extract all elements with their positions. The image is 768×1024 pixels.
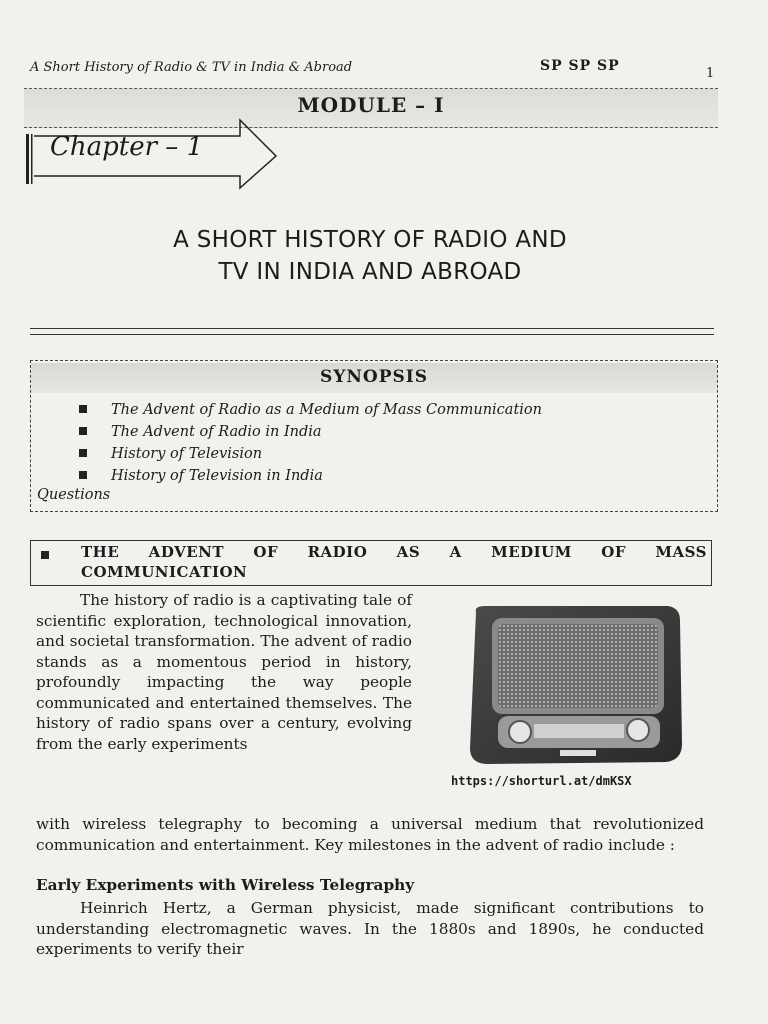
body-paragraph-2: Heinrich Hertz, a German physicist, made significant contributions to understanding electromagnetic waves. In the 1880s and 1890s, he conducted experiments to verify their bbox=[36, 899, 704, 958]
square-bullet-icon bbox=[41, 551, 49, 559]
body-paragraph-1: The history of radio is a captivating tale of scientific exploration, technological innovation, and societal transformation. The advent of radio stands as a momentous period in history, profoundly impacting the way people communicated and entertained themselves. The history of radio spans over a century, evolving from the early experiments bbox=[36, 591, 412, 753]
chapter-title-line-2: TV IN INDIA AND ABROAD bbox=[218, 259, 522, 285]
subheading: Early Experiments with Wireless Telegraphy bbox=[36, 876, 415, 894]
synopsis-header bbox=[31, 363, 717, 393]
square-bullet-icon bbox=[79, 427, 87, 435]
section-heading-line-2: COMMUNICATION bbox=[81, 563, 248, 581]
module-title: MODULE – I bbox=[297, 93, 445, 117]
synopsis-title: SYNOPSIS bbox=[319, 367, 429, 387]
section-heading-line-1: THE ADVENT OF RADIO AS A MEDIUM OF MASS bbox=[81, 543, 707, 561]
synopsis-item: The Advent of Radio in India bbox=[79, 421, 542, 443]
divider-rule bbox=[30, 334, 714, 335]
square-bullet-icon bbox=[79, 449, 87, 457]
square-bullet-icon bbox=[79, 471, 87, 479]
chapter-title bbox=[60, 224, 680, 288]
synopsis-item: The Advent of Radio as a Medium of Mass Communication bbox=[79, 399, 542, 421]
synopsis-item: History of Television in India bbox=[79, 465, 542, 487]
square-bullet-icon bbox=[79, 405, 87, 413]
page-number: 1 bbox=[706, 66, 715, 81]
figure-caption: https://shorturl.at/dmKSX bbox=[451, 774, 632, 788]
running-head bbox=[30, 58, 720, 82]
vintage-radio-image bbox=[462, 604, 686, 774]
synopsis-list bbox=[79, 399, 542, 487]
synopsis-item: History of Television bbox=[79, 443, 542, 465]
chapter-tag bbox=[26, 118, 286, 190]
synopsis-questions: Questions bbox=[37, 487, 111, 503]
publisher-logo: SP SP SP bbox=[540, 58, 620, 74]
running-head-title: A Short History of Radio & TV in India & Abroad bbox=[30, 60, 353, 75]
section-heading-box bbox=[30, 540, 712, 586]
divider-rule bbox=[30, 328, 714, 329]
synopsis-box bbox=[30, 360, 718, 512]
chapter-title-line-1: A SHORT HISTORY OF RADIO AND bbox=[173, 227, 567, 253]
body-paragraph-1-continued: with wireless telegraphy to becoming a universal medium that revolutionized communication and entertainment. Key milestones in the advent of radio include : bbox=[36, 815, 704, 854]
chapter-label: Chapter – 1 bbox=[50, 132, 204, 162]
